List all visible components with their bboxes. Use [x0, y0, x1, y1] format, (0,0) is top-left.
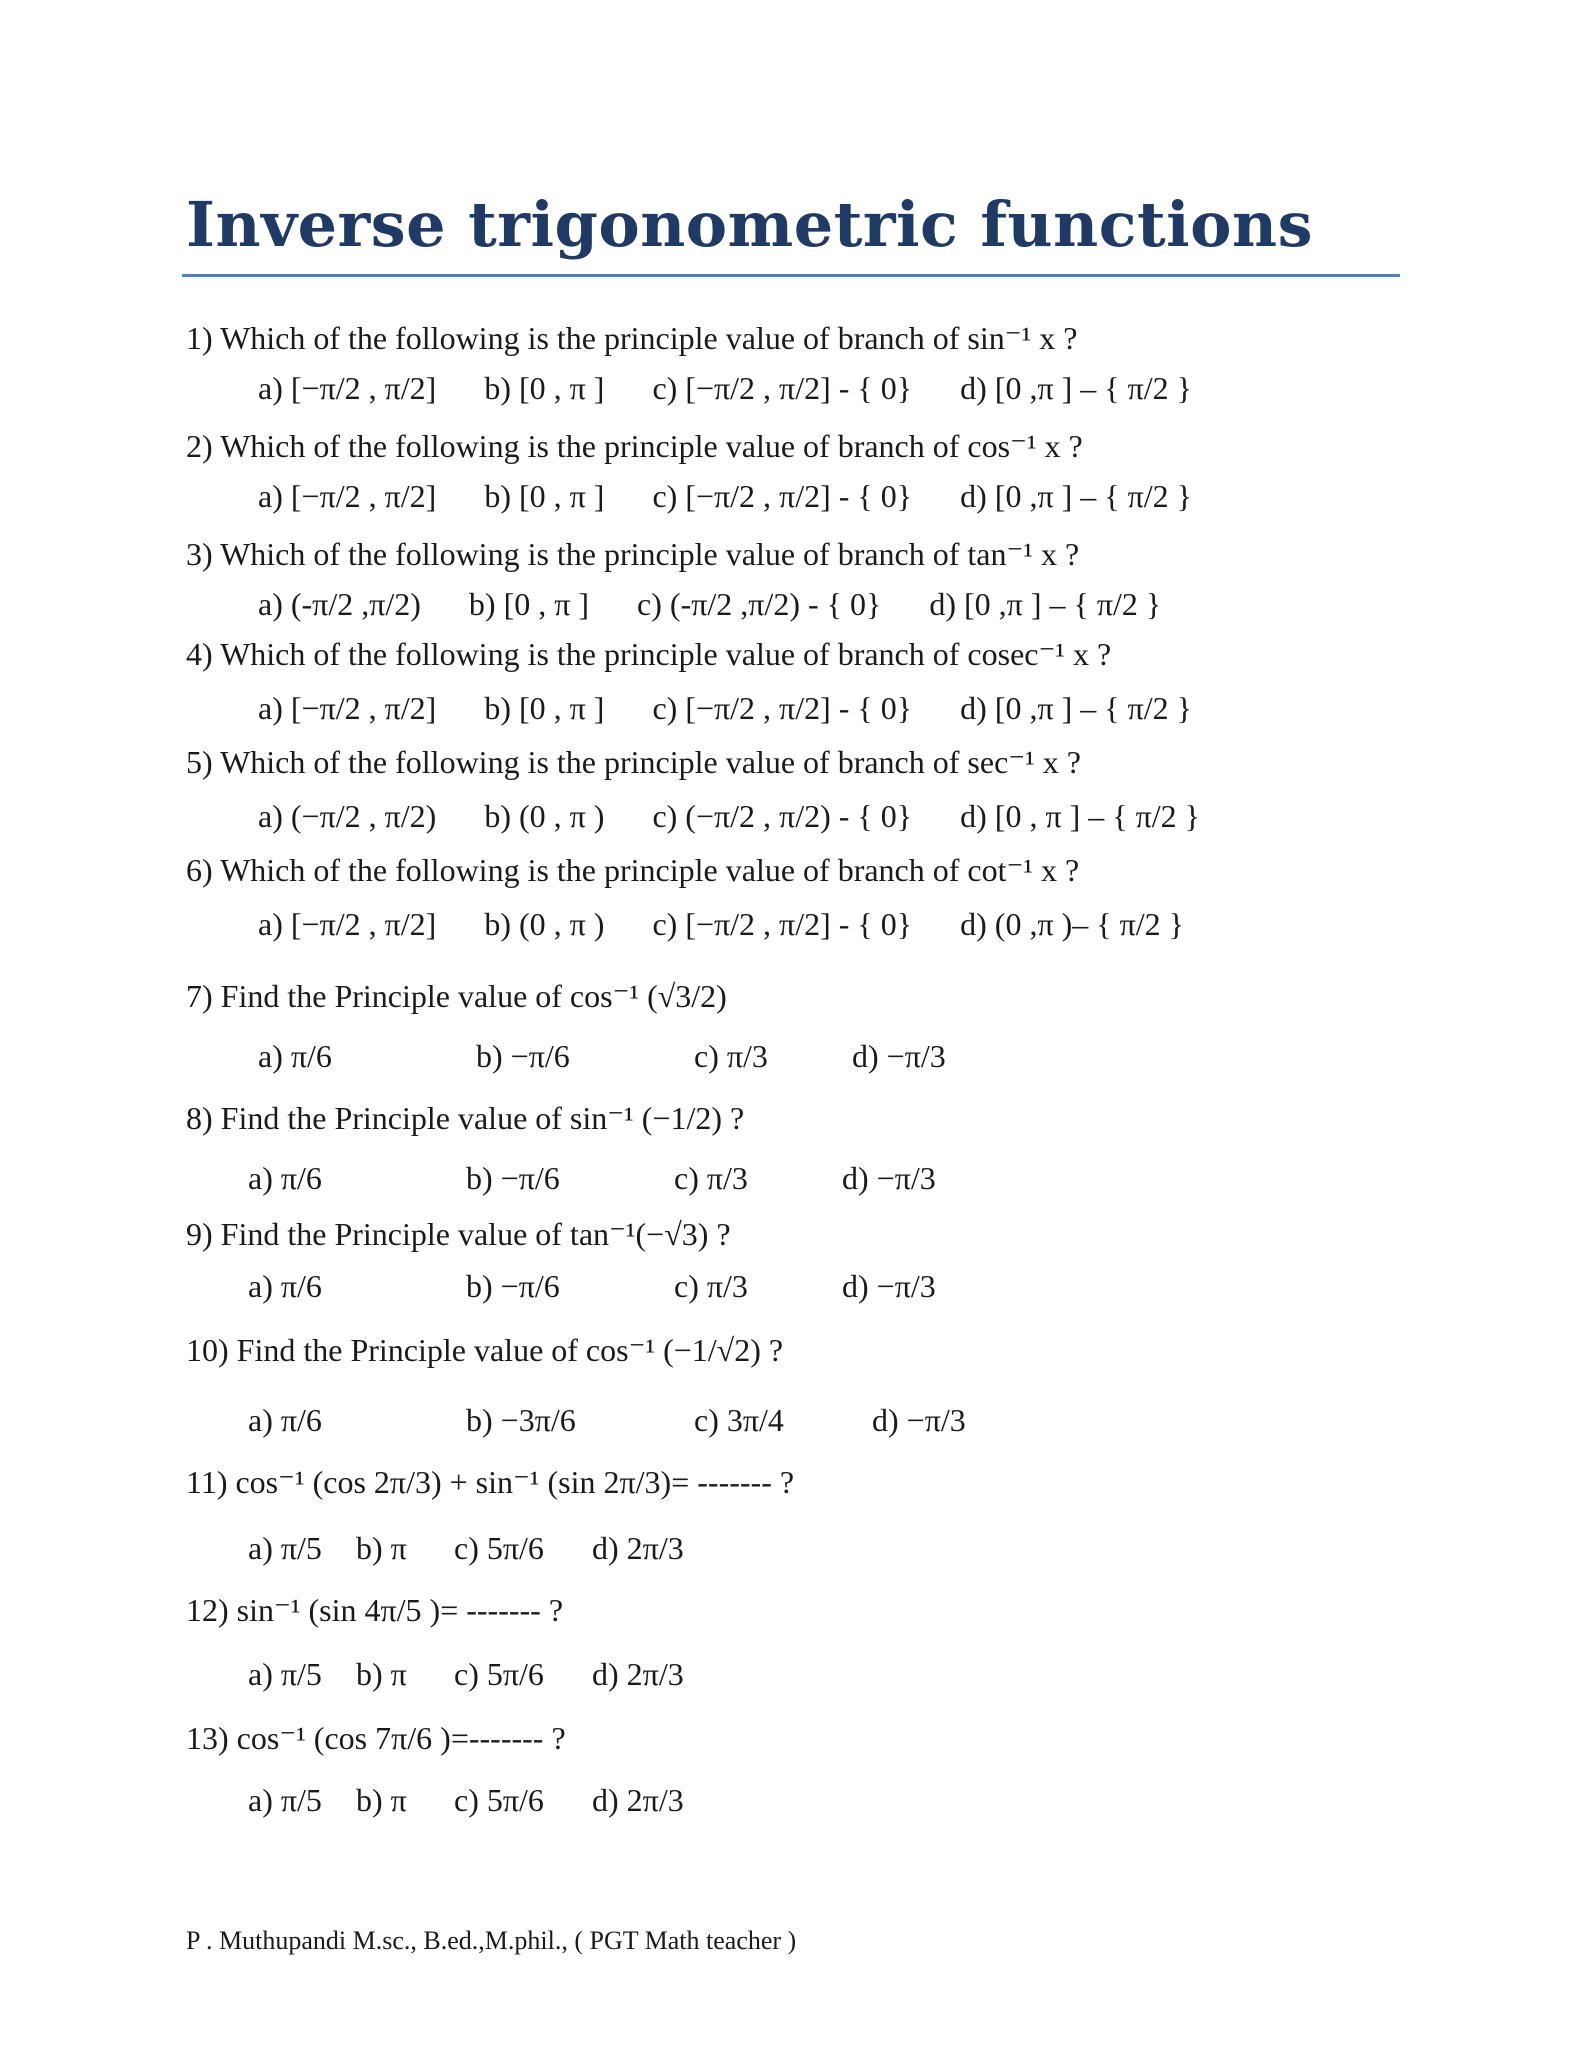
options-11 [248, 1528, 684, 1568]
question-5: 5) Which of the following is the principle value of branch of sec⁻¹ x ? [186, 744, 1081, 780]
option-a: a) π/6 [248, 1268, 322, 1304]
option-d: d) [0 ,π ] – { π/2 } [960, 690, 1193, 726]
option-d: d) −π/3 [842, 1160, 936, 1196]
option-a: a) [−π/2 , π/2] [258, 370, 437, 406]
option-a: a) (-π/2 ,π/2) [258, 586, 421, 622]
option-d: d) [0 , π ] – { π/2 } [960, 798, 1201, 834]
options-2 [258, 476, 1192, 516]
option-b: b) [0 , π ] [484, 690, 605, 726]
option-b: b) −3π/6 [466, 1402, 576, 1438]
question-13: 13) cos⁻¹ (cos 7π/6 )=------- ? [186, 1720, 566, 1756]
option-b: b) π [356, 1530, 407, 1566]
options-6 [258, 904, 1184, 944]
option-d: d) 2π/3 [592, 1782, 684, 1818]
title-underline [182, 274, 1400, 277]
option-c: c) π/3 [674, 1268, 748, 1304]
option-c: c) π/3 [694, 1038, 768, 1074]
option-c: c) (−π/2 , π/2) - { 0} [652, 798, 913, 834]
option-b: b) π [356, 1656, 407, 1692]
option-a: a) [−π/2 , π/2] [258, 906, 437, 942]
page-title: Inverse trigonometric functions [186, 188, 1313, 261]
options-1 [258, 368, 1192, 408]
option-b: b) π [356, 1782, 407, 1818]
option-d: d) −π/3 [852, 1038, 946, 1074]
question-3: 3) Which of the following is the principle value of branch of tan⁻¹ x ? [186, 536, 1080, 572]
option-c: c) 5π/6 [454, 1782, 544, 1818]
option-a: a) π/5 [248, 1782, 322, 1818]
option-c: c) [−π/2 , π/2] - { 0} [652, 690, 913, 726]
option-d: d) −π/3 [842, 1268, 936, 1304]
options-9 [248, 1266, 936, 1306]
option-d: d) [0 ,π ] – { π/2 } [960, 370, 1193, 406]
option-c: c) 3π/4 [694, 1402, 784, 1438]
option-b: b) [0 , π ] [484, 370, 605, 406]
options-8 [248, 1158, 936, 1198]
option-a: a) π/5 [248, 1656, 322, 1692]
option-c: c) [−π/2 , π/2] - { 0} [652, 906, 913, 942]
options-7 [258, 1036, 946, 1076]
option-d: d) [0 ,π ] – { π/2 } [960, 478, 1193, 514]
option-a: a) (−π/2 , π/2) [258, 798, 437, 834]
option-a: a) [−π/2 , π/2] [258, 478, 437, 514]
option-a: a) π/6 [248, 1402, 322, 1438]
options-13 [248, 1780, 684, 1820]
options-10 [248, 1400, 966, 1440]
question-11: 11) cos⁻¹ (cos 2π/3) + sin⁻¹ (sin 2π/3)= ------- ? [186, 1464, 795, 1500]
option-c: c) π/3 [674, 1160, 748, 1196]
option-d: d) [0 ,π ] – { π/2 } [929, 586, 1162, 622]
question-2: 2) Which of the following is the principle value of branch of cos⁻¹ x ? [186, 428, 1083, 464]
question-12: 12) sin⁻¹ (sin 4π/5 )= ------- ? [186, 1592, 564, 1628]
question-8: 8) Find the Principle value of sin⁻¹ (−1/2) ? [186, 1100, 745, 1136]
option-d: d) −π/3 [872, 1402, 966, 1438]
option-b: b) −π/6 [476, 1038, 570, 1074]
question-7: 7) Find the Principle value of cos⁻¹ (√3/2) [186, 978, 727, 1014]
option-c: c) 5π/6 [454, 1530, 544, 1566]
option-a: a) π/6 [248, 1160, 322, 1196]
question-9: 9) Find the Principle value of tan⁻¹(−√3) ? [186, 1216, 731, 1252]
options-12 [248, 1654, 684, 1694]
option-b: b) −π/6 [466, 1268, 560, 1304]
option-d: d) 2π/3 [592, 1530, 684, 1566]
option-d: d) 2π/3 [592, 1656, 684, 1692]
question-10: 10) Find the Principle value of cos⁻¹ (−1/√2) ? [186, 1332, 784, 1368]
option-a: a) [−π/2 , π/2] [258, 690, 437, 726]
question-4: 4) Which of the following is the principle value of branch of cosec⁻¹ x ? [186, 636, 1112, 672]
option-c: c) 5π/6 [454, 1656, 544, 1692]
option-a: a) π/6 [258, 1038, 332, 1074]
option-b: b) −π/6 [466, 1160, 560, 1196]
options-4 [258, 688, 1192, 728]
question-6: 6) Which of the following is the principle value of branch of cot⁻¹ x ? [186, 852, 1080, 888]
option-c: c) (-π/2 ,π/2) - { 0} [637, 586, 882, 622]
option-c: c) [−π/2 , π/2] - { 0} [652, 370, 913, 406]
option-a: a) π/5 [248, 1530, 322, 1566]
options-3 [258, 584, 1161, 624]
question-1: 1) Which of the following is the principle value of branch of sin⁻¹ x ? [186, 320, 1078, 356]
option-b: b) [0 , π ] [484, 478, 605, 514]
option-b: b) (0 , π ) [484, 798, 605, 834]
option-c: c) [−π/2 , π/2] - { 0} [652, 478, 913, 514]
footer-author: P . Muthupandi M.sc., B.ed.,M.phil., ( PGT Math teacher ) [186, 1926, 797, 1955]
option-d: d) (0 ,π )– { π/2 } [960, 906, 1185, 942]
option-b: b) (0 , π ) [484, 906, 605, 942]
options-5 [258, 796, 1200, 836]
option-b: b) [0 , π ] [468, 586, 590, 622]
